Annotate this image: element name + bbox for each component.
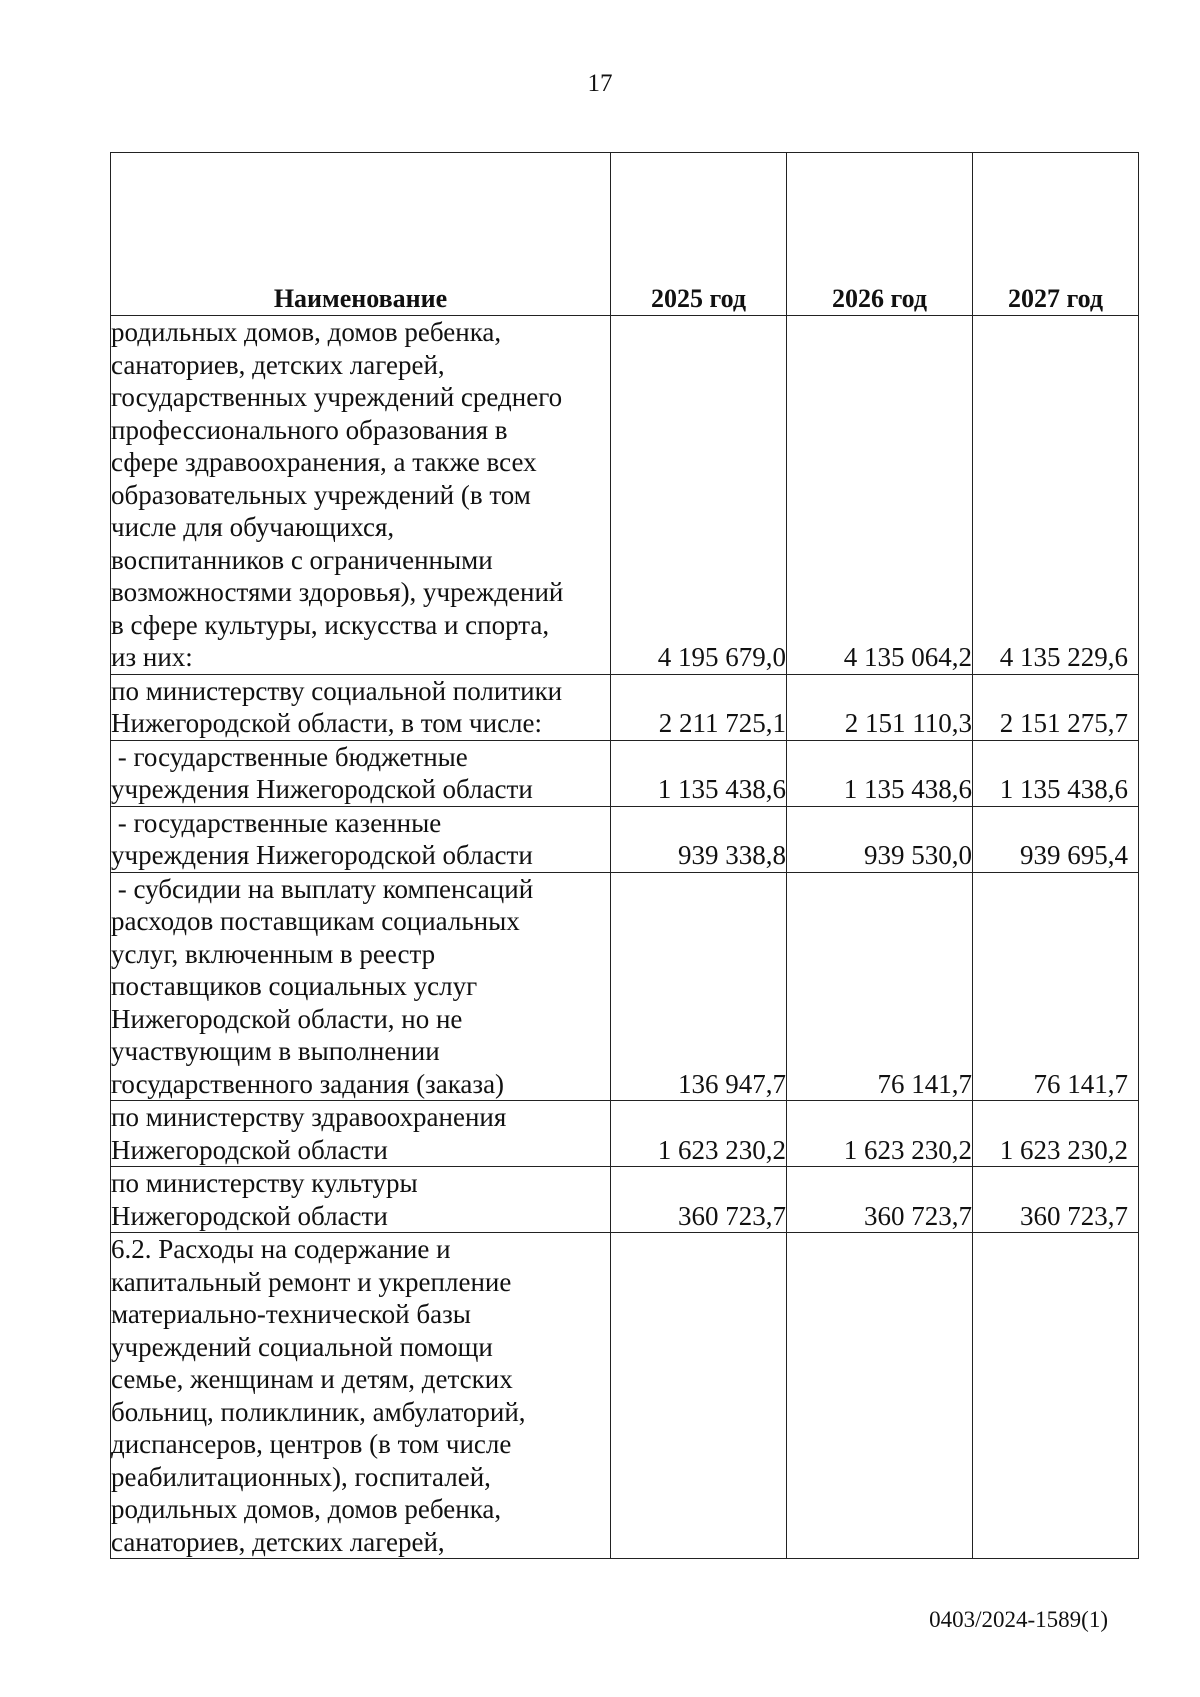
row-name-line: материально-технической базы [111,1299,471,1329]
document-code: 0403/2024-1589(1) [929,1607,1108,1632]
table-row [111,1233,1139,1559]
table-row [111,1167,1139,1233]
row-name [111,872,611,1101]
budget-table [110,152,1139,1559]
row-name-line: семье, женщинам и детям, детских [111,1364,513,1394]
value-2025: 1 135 438,6 [611,740,787,806]
row-name-line: учреждений социальной помощи [111,1331,493,1362]
header-2025: 2025 год [611,153,787,316]
row-name-line: Нижегородской области, в том числе: [111,708,543,738]
value-2026: 4 135 064,2 [787,316,973,675]
row-name-line: воспитанников с ограниченными [111,544,493,575]
row-name-line: расходов поставщикам социальных [111,906,520,936]
row-name-line: по министерству здравоохранения [111,1102,507,1132]
row-name [111,674,611,740]
value-2025: 4 195 679,0 [611,316,787,675]
row-name-line: Нижегородской области [111,1200,388,1231]
value-2027: 4 135 229,6 [973,316,1139,675]
row-name-line: государственного задания (заказа) [111,1068,505,1099]
row-name-line: санаториев, детских лагерей, [111,349,445,380]
row-name-line: по министерству социальной политики [111,675,563,706]
value-2026: 939 530,0 [787,806,973,872]
table-header-row [111,153,1139,316]
row-name-line: диспансеров, центров (в том числе [111,1429,512,1459]
row-name [111,1101,611,1167]
value-2025: 1 623 230,2 [611,1101,787,1167]
row-name-line: санаториев, детских лагерей, [111,1526,445,1557]
row-name-line: образовательных учреждений (в том [111,479,531,510]
value-2026: 1 135 438,6 [787,740,973,806]
row-name-line: Нижегородской области [111,1134,388,1165]
row-name-line: больниц, поликлиник, амбулаторий, [111,1396,526,1427]
row-name-line: государственных учреждений среднего [111,382,563,412]
value-2027 [973,1233,1139,1559]
table-body [111,316,1139,1559]
value-2027: 360 723,7 [973,1167,1139,1233]
row-name-line: поставщиков социальных услуг [111,971,478,1001]
row-name [111,1167,611,1233]
value-2026: 1 623 230,2 [787,1101,973,1167]
value-2026: 360 723,7 [787,1167,973,1233]
row-name-line: возможностями здоровья), учреждений [111,577,564,607]
value-2027: 1 135 438,6 [973,740,1139,806]
header-name: Наименование [111,153,611,316]
row-name-line: реабилитационных), госпиталей, [111,1461,491,1492]
row-name-line: родильных домов, домов ребенка, [111,317,502,347]
value-2025 [611,1233,787,1559]
row-name-line: профессионального образования в [111,414,508,445]
value-2026: 2 151 110,3 [787,674,973,740]
row-name-line: капитальный ремонт и укрепление [111,1266,512,1297]
value-2026 [787,1233,973,1559]
row-name-line: в сфере культуры, искусства и спорта, [111,609,550,640]
row-name-line: - государственные бюджетные [111,741,468,772]
table-row [111,1101,1139,1167]
header-2027: 2027 год [973,153,1139,316]
header-2026: 2026 год [787,153,973,316]
table-row [111,316,1139,675]
value-2027: 76 141,7 [973,872,1139,1101]
row-name-line: - субсидии на выплату компенсаций [111,873,534,904]
value-2025: 939 338,8 [611,806,787,872]
row-name-line: числе для обучающихся, [111,512,395,542]
page-number: 17 [587,70,613,97]
table-row [111,674,1139,740]
row-name-line: учреждения Нижегородской области [111,774,533,804]
table-row [111,740,1139,806]
value-2027: 1 623 230,2 [973,1101,1139,1167]
row-name [111,806,611,872]
row-name-line: сфере здравоохранения, а также всех [111,447,537,477]
table-row [111,806,1139,872]
value-2025: 360 723,7 [611,1167,787,1233]
row-name-line: 6.2. Расходы на содержание и [111,1234,451,1264]
row-name-line: участвующим в выполнении [111,1036,440,1066]
row-name-line: - государственные казенные [111,807,442,838]
value-2026: 76 141,7 [787,872,973,1101]
row-name [111,1233,611,1559]
value-2027: 2 151 275,7 [973,674,1139,740]
value-2025: 136 947,7 [611,872,787,1101]
row-name [111,740,611,806]
value-2027: 939 695,4 [973,806,1139,872]
table-row [111,872,1139,1101]
row-name-line: учреждения Нижегородской области [111,840,533,870]
row-name-line: по министерству культуры [111,1168,418,1198]
row-name-line: из них: [111,642,193,672]
value-2025: 2 211 725,1 [611,674,787,740]
row-name-line: Нижегородской области, но не [111,1003,463,1034]
row-name [111,316,611,675]
row-name-line: родильных домов, домов ребенка, [111,1494,502,1524]
row-name-line: услуг, включенным в реестр [111,938,436,969]
